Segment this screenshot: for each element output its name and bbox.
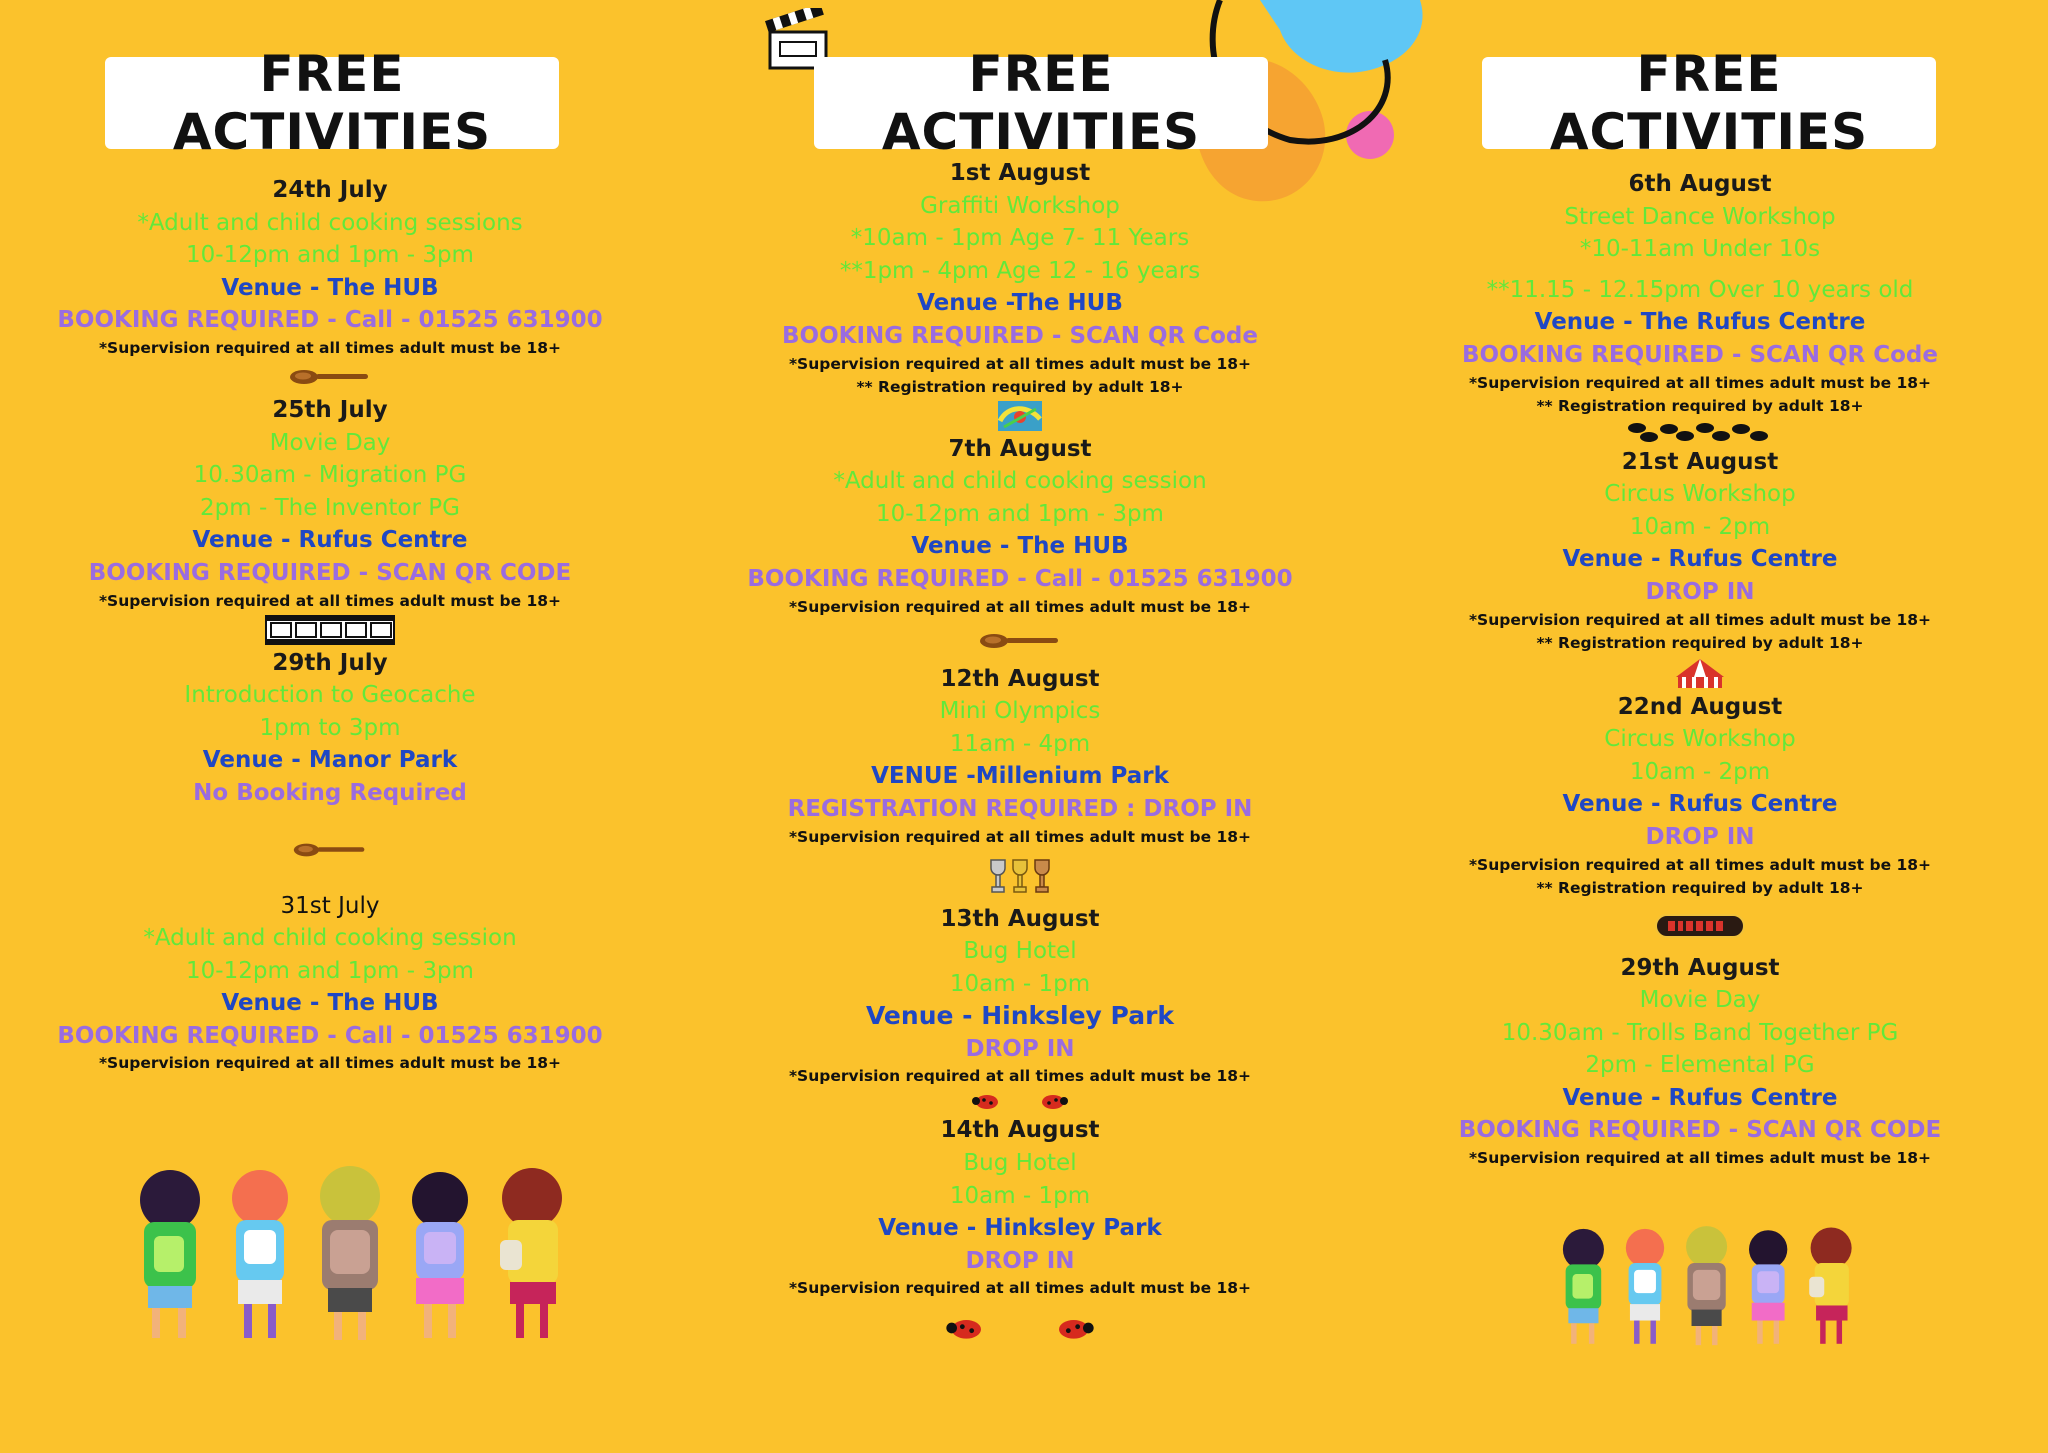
event-detail: Bug Hotel [963,1150,1077,1177]
column-left [50,174,610,1075]
event-detail: 2pm - The Inventor PG [200,494,460,521]
event-detail: *10-11am Under 10s [1579,236,1821,263]
event-booking: BOOKING REQUIRED - SCAN QR Code [782,322,1258,349]
event-detail: **1pm - 4pm Age 12 - 16 years [839,257,1201,284]
children-illustration [130,1160,580,1350]
event-note: ** Registration required by adult 18+ [856,377,1184,396]
event-note: *Supervision required at all times adult must be 18+ [788,827,1252,846]
event-detail: Circus Workshop [1604,481,1796,508]
event-booking: BOOKING REQUIRED - SCAN QR Code [1462,341,1938,368]
ladybird-icon [740,1088,1300,1114]
event-detail: *Adult and child cooking session [833,468,1207,495]
event-date: 25th July [272,396,388,423]
event-note: ** Registration required by adult 18+ [1536,633,1864,652]
event-venue: Venue - The HUB [911,533,1129,560]
event-date: 24th July [272,177,388,203]
event-6th-august [1420,168,1980,446]
graffiti-icon [740,399,1300,433]
event-detail: **11.15 - 12.15pm Over 10 years old [1486,276,1914,303]
event-detail: 2pm - Elemental PG [1585,1052,1815,1079]
event-booking: DROP IN [965,1035,1075,1062]
event-14th-august [740,1114,1300,1356]
event-date: 13th August [940,905,1100,932]
event-detail: 10am - 2pm [1629,758,1771,785]
event-booking: DROP IN [965,1247,1075,1274]
event-detail: 10-12pm and 1pm - 3pm [186,957,474,984]
event-venue: Venue - Hinksley Park [865,1001,1175,1031]
event-detail: Introduction to Geocache [184,682,476,709]
event-venue: VENUE -Millenium Park [871,763,1169,790]
event-detail: *Adult and child cooking session [143,925,517,952]
event-date: 7th August [948,435,1092,462]
event-29th-august [1420,952,1980,1171]
event-detail: 10.30am - Trolls Band Together PG [1501,1019,1899,1046]
event-note: *Supervision required at all times adult must be 18+ [98,1054,562,1073]
event-date: 14th August [940,1117,1100,1144]
circus-tent-icon [1420,655,1980,691]
event-note: *Supervision required at all times adult must be 18+ [1468,855,1932,874]
event-date: 6th August [1628,171,1772,197]
event-note: ** Registration required by adult 18+ [1536,396,1864,415]
ladybird-icon [740,1300,1300,1356]
wooden-spoon-icon [740,619,1300,663]
event-note: *Supervision required at all times adult must be 18+ [1468,373,1932,392]
event-detail: Street Dance Workshop [1564,203,1836,230]
event-detail: Graffiti Workshop [920,192,1120,219]
event-detail: 10-12pm and 1pm - 3pm [186,242,474,269]
film-strip-icon [50,613,610,647]
event-detail: Mini Olympics [939,698,1101,725]
event-note: *Supervision required at all times adult must be 18+ [98,338,562,357]
event-date: 22nd August [1617,693,1783,720]
event-detail: Bug Hotel [963,938,1077,965]
event-booking: DROP IN [1645,578,1755,605]
event-booking: BOOKING REQUIRED - Call - 01525 631900 [57,1022,603,1049]
event-date: 12th August [940,665,1100,692]
event-venue: Venue - The HUB [221,274,439,301]
event-detail: 10am - 2pm [1629,513,1771,540]
event-detail: *10am - 1pm Age 7- 11 Years [850,225,1190,252]
event-booking: BOOKING REQUIRED - SCAN QR CODE [1458,1117,1942,1144]
circus-sign-icon [1420,900,1980,952]
event-date: 31st July [280,892,380,919]
event-note: *Supervision required at all times adult must be 18+ [788,354,1252,373]
event-date: 29th August [1620,954,1780,981]
column-center [740,157,1300,1356]
event-22nd-august [1420,691,1980,952]
event-venue: Venue - Rufus Centre [1562,1084,1838,1111]
column-right [1420,168,1980,1170]
event-booking: BOOKING REQUIRED - Call - 01525 631900 [747,565,1293,592]
event-detail: 11am - 4pm [949,730,1091,757]
event-booking: BOOKING REQUIRED - SCAN QR CODE [88,559,572,586]
event-venue: Venue - Rufus Centre [1562,791,1838,818]
event-date: 1st August [949,160,1091,186]
event-booking: BOOKING REQUIRED - Call - 01525 631900 [57,307,603,334]
event-detail: 10am - 1pm [949,1182,1091,1209]
event-12th-august [740,663,1300,903]
event-1st-august [740,157,1300,433]
event-detail: 10am - 1pm [949,970,1091,997]
trophies-icon [740,849,1300,903]
event-booking: No Booking Required [193,779,467,806]
event-venue: Venue - The Rufus Centre [1534,309,1866,336]
event-note: *Supervision required at all times adult must be 18+ [788,597,1252,616]
footprints-icon [1420,418,1980,446]
event-31st-july [50,890,610,1076]
event-note: *Supervision required at all times adult must be 18+ [1468,1149,1932,1168]
event-21st-august [1420,446,1980,691]
event-booking: DROP IN [1645,823,1755,850]
event-venue: Venue - Manor Park [202,747,458,774]
event-venue: Venue - Rufus Centre [192,527,468,554]
event-date: 21st August [1621,448,1779,475]
event-detail: *Adult and child cooking sessions [137,209,523,236]
event-booking: REGISTRATION REQUIRED : DROP IN [787,795,1253,822]
event-venue: Venue -The HUB [917,290,1123,317]
event-detail: Movie Day [269,429,391,456]
event-7th-august [740,433,1300,663]
event-venue: Venue - Rufus Centre [1562,546,1838,573]
children-illustration [1555,1222,1865,1352]
event-detail: Movie Day [1639,987,1761,1014]
banner-title-center: FREE ACTIVITIES [814,57,1268,149]
event-note: *Supervision required at all times adult must be 18+ [788,1279,1252,1298]
event-note: *Supervision required at all times adult must be 18+ [1468,610,1932,629]
event-29th-july [50,647,610,890]
banner-title-left: FREE ACTIVITIES [105,57,559,149]
banner-title-right: FREE ACTIVITIES [1482,57,1936,149]
event-25th-july [50,394,610,647]
event-detail: Circus Workshop [1604,726,1796,753]
event-date: 29th July [272,649,388,676]
event-venue: Venue - Hinksley Park [878,1215,1162,1242]
event-detail: 1pm to 3pm [259,714,401,741]
event-13th-august [740,903,1300,1115]
wooden-spoon-icon [50,810,610,890]
event-detail: 10.30am - Migration PG [193,462,467,489]
event-venue: Venue - The HUB [221,990,439,1017]
event-note: *Supervision required at all times adult must be 18+ [788,1067,1252,1086]
event-note: ** Registration required by adult 18+ [1536,878,1864,897]
event-note: *Supervision required at all times adult must be 18+ [98,591,562,610]
wooden-spoon-icon [50,360,610,394]
event-detail: 10-12pm and 1pm - 3pm [876,500,1164,527]
event-24th-july [50,174,610,394]
